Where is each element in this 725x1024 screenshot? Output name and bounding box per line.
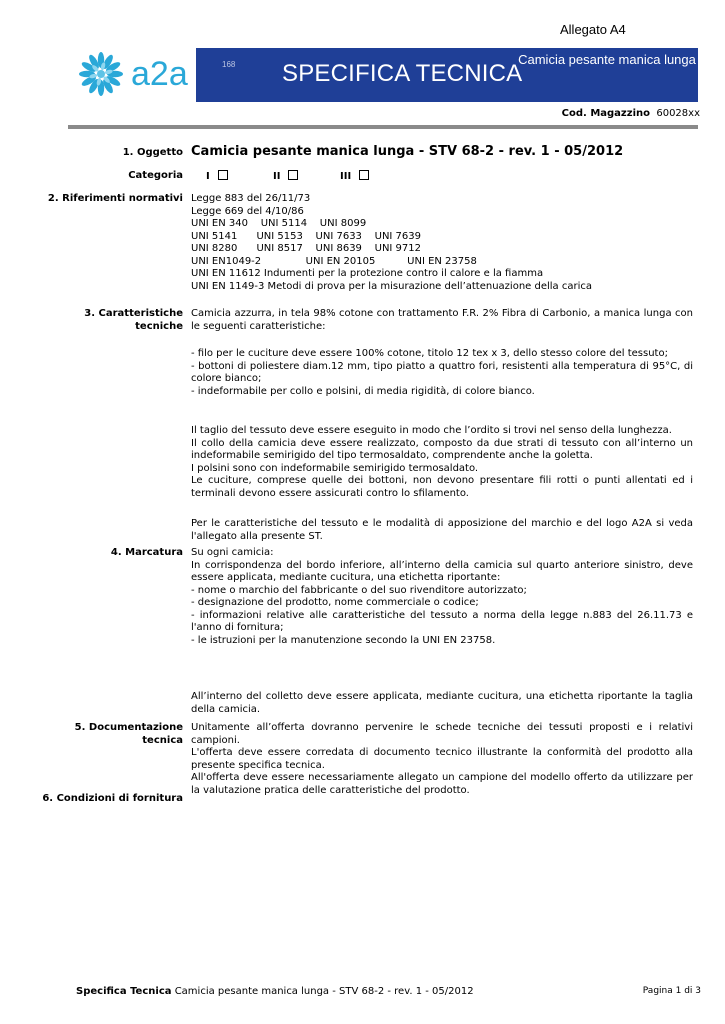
riferimenti-line: UNI 8280 UNI 8517 UNI 8639 UNI 9712 [191,243,422,254]
oggetto-label: 1. Oggetto [122,147,183,158]
a2a-logo [75,48,195,100]
document-title: SPECIFICA TECNICA [282,60,523,87]
marcatura-line: - informazioni relative alle caratteristiche del tessuto a norma della legge n.883 del 26.11.73 e l'anno di fornitura; [191,609,693,633]
marcatura-label: 4. Marcatura [110,547,183,558]
documentazione-text [191,722,693,797]
caratteristiche-closing: Per le caratteristiche del tessuto e le modalità di apposizione del marchio e del logo A2A si veda l'allegato alla presente ST. [191,518,693,542]
logo-text: a2a [131,55,188,93]
marcatura-line: In corrispondenza del bordo inferiore, all’interno della camicia sul quarto anteriore sinistro, deve essere applicata, mediante cucitura, una etichetta riportante: [191,559,693,583]
caratteristiche-paragraph [191,425,693,500]
categoria-option-label: III [340,171,352,182]
caratteristiche-intro: Camicia azzurra, in tela 98% cotone con trattamento F.R. 2% Fibra di Carbonio, a manica lunga con le seguenti caratteristiche: [191,308,693,332]
header-divider [68,125,698,129]
caratteristiche-label: 3. Caratteristiche tecniche [84,308,183,332]
riferimenti-line: UNI EN 1149-3 Metodi di prova per la misurazione dell’attenuazione della carica [191,280,592,292]
condizioni-label: 6. Condizioni di fornitura [42,793,183,804]
checkbox-icon[interactable] [288,170,298,180]
categoria-option-i[interactable] [206,170,228,182]
page-number: Pagina 1 di 3 [642,986,701,996]
footer-label: Specifica Tecnica [76,986,172,997]
riferimenti-line: UNI EN 11612 Indumenti per la protezione contro il calore e la fiamma [191,268,544,279]
a2a-logo-icon [75,48,195,100]
title-banner [196,48,698,102]
paragraph-line: Il taglio del tessuto deve essere eseguito in modo che l’ordito si trovi nel senso della lunghezza. [191,425,672,436]
marcatura-line: - nome o marchio del fabbricante o del suo rivenditore autorizzato; [191,584,527,596]
paragraph-line: Le cuciture, comprese quelle dei bottoni, non devono presentare fili rotti o punti allentati ed i terminali devono essere assicurati contro lo sfilamento. [191,475,693,499]
oggetto-value: Camicia pesante manica lunga - STV 68-2 - rev. 1 - 05/2012 [191,144,624,159]
documentazione-line: L'offerta deve essere corredata di documento tecnico illustrante la conformità del prodotto alla presente specifica tecnica. [191,747,693,771]
cod-magazzino [562,108,700,119]
categoria-option-ii[interactable] [273,170,298,182]
bullet-item: - bottoni di poliestere diam.12 mm, tipo piatto a quattro fori, resistenti alla temperatura di 95°C, di colore bianco; [191,360,693,384]
categoria-option-label: I [206,171,210,182]
page-footer [76,986,474,997]
paragraph-line: Il collo della camicia deve essere realizzato, composto da due strati di tessuto con all’interno un indeformabile semirigido del tipo termosaldato, comprendente anche la goletta. [191,437,693,461]
allegato-label: Allegato A4 [560,22,626,37]
cod-value: 60028xx [656,108,700,119]
marcatura-line: - designazione del prodotto, nome commerciale o codice; [191,597,479,608]
marcatura-closing: All’interno del colletto deve essere applicata, mediante cucitura, una etichetta riportante la taglia della camicia. [191,691,693,715]
banner-number: 168 [222,60,236,69]
bullet-item: - indeformabile per collo e polsini, di media rigidità, di colore bianco. [191,385,535,397]
categoria-option-label: II [273,171,281,182]
riferimenti-line: Legge 883 del 26/11/73 [191,193,311,204]
marcatura-text [191,547,693,647]
riferimenti-line: UNI 5141 UNI 5153 UNI 7633 UNI 7639 [191,230,422,242]
cod-label: Cod. Magazzino [561,108,650,119]
bullet-item: - filo per le cuciture deve essere 100% cotone, titolo 12 tex x 3, dello stesso colore del tessuto; [191,348,668,359]
categoria-label: Categoria [128,170,183,181]
footer-text: Camicia pesante manica lunga - STV 68-2 - rev. 1 - 05/2012 [174,986,474,997]
riferimenti-list [191,193,693,293]
riferimenti-line: UNI EN1049-2 UNI EN 20105 UNI EN 23758 [191,255,477,267]
riferimenti-label: 2. Riferimenti normativi [47,193,183,204]
categoria-option-iii[interactable] [340,170,369,182]
caratteristiche-bullets [191,348,693,398]
marcatura-line: - le istruzioni per la manutenzione secondo la UNI EN 23758. [191,634,496,646]
marcatura-line: Su ogni camicia: [191,547,274,558]
riferimenti-line: Legge 669 del 4/10/86 [191,205,304,217]
paragraph-line: I polsini sono con indeformabile semirigido termosaldato. [191,462,479,474]
documentazione-label: 5. Documentazione tecnica [74,722,183,746]
documentazione-line: All'offerta deve essere necessariamente allegato un campione del modello offerto da utilizzare per la valutazione pratica delle caratteristiche del prodotto. [191,772,693,796]
document-subtitle: Camicia pesante manica lunga [518,52,696,67]
riferimenti-line: UNI EN 340 UNI 5114 UNI 8099 [191,218,367,229]
checkbox-icon[interactable] [359,170,369,180]
checkbox-icon[interactable] [218,170,228,180]
documentazione-line: Unitamente all’offerta dovranno pervenire le schede tecniche dei tessuti proposti e i relativi campioni. [191,722,693,746]
